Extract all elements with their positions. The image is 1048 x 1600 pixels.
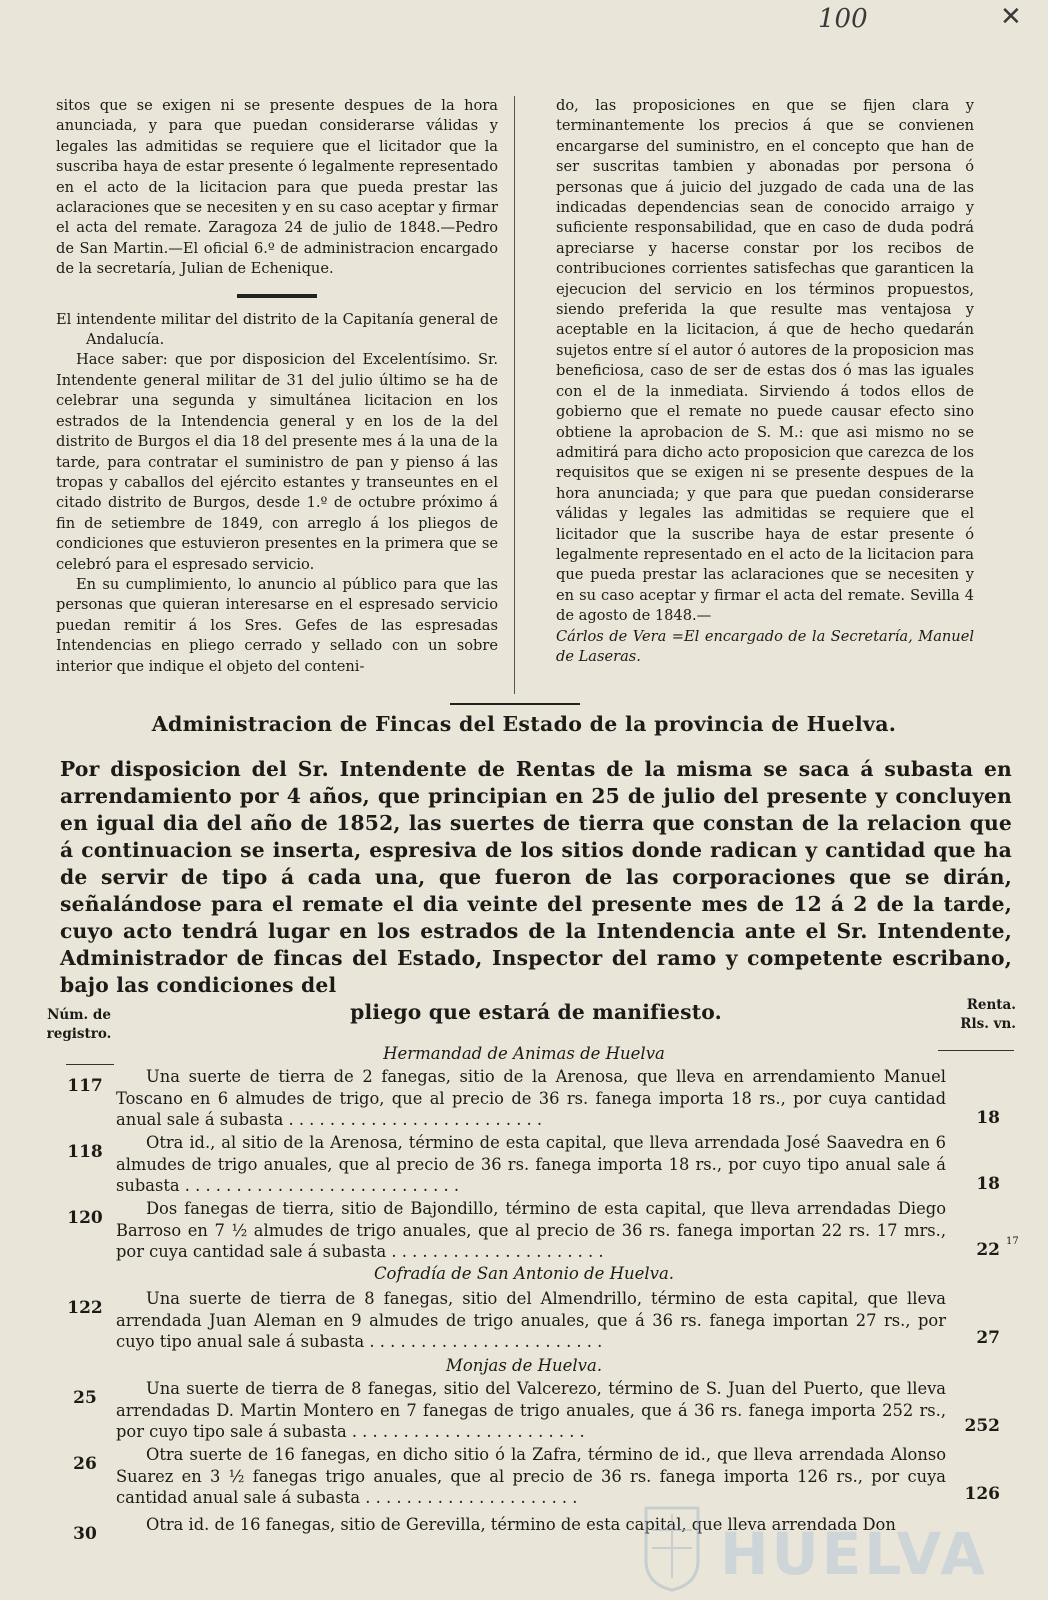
entry-number: 25 (73, 1388, 97, 1408)
group-heading: Monjas de Huelva. (445, 1356, 603, 1375)
section-rule (450, 703, 580, 705)
entry-number: 30 (73, 1524, 97, 1544)
entry-rent: 252 (964, 1416, 1000, 1436)
intro-last-line: pliego que estará de manifiesto. (350, 1000, 722, 1024)
entry-rent-fraction: 17 (1006, 1236, 1019, 1247)
column-header-rent: Renta. Rls. vn. (960, 997, 1016, 1032)
column-divider (514, 96, 515, 694)
section-intro (60, 756, 1012, 1026)
separator-rule (237, 294, 317, 298)
left-paragraph-2: Hace saber: que por disposicion del Excelentísimo. Sr. Intendente general militar de 31 del julio último se ha de celebrar una segunda y simultánea licitacion en los estrados de la Intendencia general y en los de la del distrito de Burgos el dia 18 del presente mes á la una de la tarde, para contratar el suministro de pan y pienso á las tropas y caballos del ejército estantes y transeuntes en el citado distrito de Burgos, desde 1.º de octubre próximo á fin de setiembre de 1849, con arreglo á los pliegos de condiciones que estuvieron presentes en la primera que se celebró para el espresado servicio. (56, 351, 498, 573)
entry-rent: 18 (976, 1174, 1000, 1194)
entry-rent: 27 (976, 1328, 1000, 1348)
left-column (56, 96, 498, 677)
group-heading: Hermandad de Animas de Huelva (383, 1044, 665, 1063)
group-heading: Cofradía de San Antonio de Huelva. (373, 1264, 675, 1283)
entry-number: 120 (67, 1208, 103, 1228)
watermark-shield-icon (640, 1500, 704, 1592)
intro-text: Por disposicion del Sr. Intendente de Rentas de la misma se saca á subasta en arrendamiento por 4 años, que principian en 25 de julio del presente y concluyen en igual dia del año de 1852, las suertes de tierra que constan de la relacion que á continuacion se inserta, espresiva de los sitios donde radican y cantidad que ha de servir de tipo á cada una, que fueron de las corporaciones que se dirán, señalándose para el remate el dia veinte del presente mes de 12 á 2 de la tarde, cuyo acto tendrá lugar en los estrados de la Intendencia ante el Sr. Intendente, Administrador de fincas del Estado, Inspector del ramo y competente escribano, bajo las condiciones del (60, 757, 1012, 997)
left-paragraph-3: En su cumplimiento, lo anuncio al público para que las personas que quieran interesarse en el espresado servicio puedan remitir á los Sres. Gefes de las espresadas Intendencias en pliego cerrado y sellado con un sobre interior que indique el objeto del conteni- (56, 575, 498, 675)
entry-text: Otra id., al sitio de la Arenosa, término de esta capital, que lleva arrendada José Saavedra en 6 almudes de trigo anuales, que al precio de 36 rs. fanega importa 18 rs., por cuyo tipo anual sale á subasta . . . . . . . . . . . . . . . . . . . . . . . . . . . (116, 1133, 946, 1195)
entry-text: Otra suerte de 16 fanegas, en dicho sitio ó la Zafra, término de id., que lleva arrendada Alonso Suarez en 3 ½ fanegas trigo anuales, que al precio de 36 rs. fanega importa 126 rs., por cuya cantidad anual sale á subasta . . . . . . . . . . . . . . . . . . . . . (116, 1445, 946, 1507)
entry-rent: 126 (964, 1484, 1000, 1504)
right-paragraph-1: do, las proposiciones en que se fijen clara y terminantemente los precios á que se convienen encargarse del suministro, en el concepto que han de ser suscritas tambien y abonadas por persona ó personas que á juicio del juzgado de cada una de las indicadas dependencias sean de conocido arraigo y suficiente responsabilidad, que en caso de duda podrá apreciarse y hacerse constar por los recibos de contribuciones corrientes satisfechas que garanticen la ejecucion del servicio en los términos propuestos, siendo preferida la que resulte mas ventajosa y aceptable en la licitacion, á que de hecho quedarán sujetos entre sí el autor ó autores de la proposicion mas beneficiosa, caso de ser de estas dos ó mas las iguales con el de la inmediata. Sirviendo á todos ellos de gobierno que el remate no puede causar efecto sino obtiene la aprobacion de S. M.: que asi mismo no se admitirá para dicho acto proposicion que carezca de los requisitos que se exigen ni se presente despues de la hora anunciada; y que para que puedan considerarse válidas y legales las admitidas se requiere que el licitador que la suscribe haya de estar presente ó legalmente representado en el acto de la licitacion para que pueda prestar las aclaraciones que se necesiten y en su caso aceptar y firmar el acta del remate. Sevilla 4 de agosto de 1848.— (556, 97, 974, 625)
column-header-registry: Núm. de registro. (46, 1007, 112, 1042)
right-column (556, 96, 974, 667)
entry-text: Una suerte de tierra de 2 fanegas, sitio de la Arenosa, que lleva en arrendamiento Manuel Toscano en 6 almudes de trigo, que al precio de 36 rs. fanega importa 18 rs., por cuya cantidad anual sale á subasta . . . . . . . . . . . . . . . . . . . . . . . . . (116, 1067, 946, 1129)
header-rule-left (66, 1064, 114, 1065)
entry-number: 117 (67, 1076, 103, 1096)
entry-rent: 18 (976, 1108, 1000, 1128)
section-title: Administracion de Fincas del Estado de la provincia de Huelva. (151, 712, 897, 736)
entry-text: Dos fanegas de tierra, sitio de Bajondillo, término de esta capital, que lleva arrendadas Diego Barroso en 7 ½ almudes de trigo anuales, que al precio de 36 rs. fanega importan 22 rs. 17 mrs., por cuya cantidad sale á subasta . . . . . . . . . . . . . . . . . . . . . (116, 1199, 946, 1261)
left-paragraph-1: sitos que se exigen ni se presente despues de la hora anunciada, y para que puedan considerarse válidas y legales las admitidas se requiere que el licitador que la suscriba haya de estar presente ó legalmente representado en el acto de la licitacion para que pueda prestar las aclaraciones que se necesiten y en su caso aceptar y firmar el acta del remate. Zaragoza 24 de julio de 1848.—Pedro de San Martin.—El oficial 6.º de administracion encargado de la secretaría, Julian de Echenique. (56, 97, 498, 278)
entry-text: Una suerte de tierra de 8 fanegas, sitio del Valcerezo, término de S. Juan del Puerto, que lleva arrendadas D. Martin Montero en 7 fanegas de trigo anuales, que á 36 rs. fanega importa 252 rs., por cuyo tipo sale á subasta . . . . . . . . . . . . . . . . . . . . . . . (116, 1379, 946, 1441)
entry-number: 26 (73, 1454, 97, 1474)
folio-number: 100 (818, 4, 868, 34)
entry-number: 118 (67, 1142, 103, 1162)
entry-text: Otra id. de 16 fanegas, sitio de Gerevilla, término de esta capital, que lleva arrendada Don (146, 1515, 896, 1534)
entry-text: Una suerte de tierra de 8 fanegas, sitio del Almendrillo, término de esta capital, que lleva arrendada Juan Aleman en 9 almudes de trigo anuales, que á 36 rs. fanega importan 27 rs., por cuyo tipo anual sale á subasta . . . . . . . . . . . . . . . . . . . . . . . (116, 1289, 946, 1351)
watermark-text: HUELVA (720, 1520, 989, 1588)
signature: Cárlos de Vera =El encargado de la Secretaría, Manuel de Laseras. (556, 627, 974, 665)
notice-heading: El intendente militar del distrito de la Capitanía general de Andalucía. (56, 310, 498, 349)
entry-rent: 22 (976, 1240, 1000, 1260)
corner-mark: ✕ (1000, 2, 1022, 32)
entry-number: 122 (67, 1298, 103, 1318)
